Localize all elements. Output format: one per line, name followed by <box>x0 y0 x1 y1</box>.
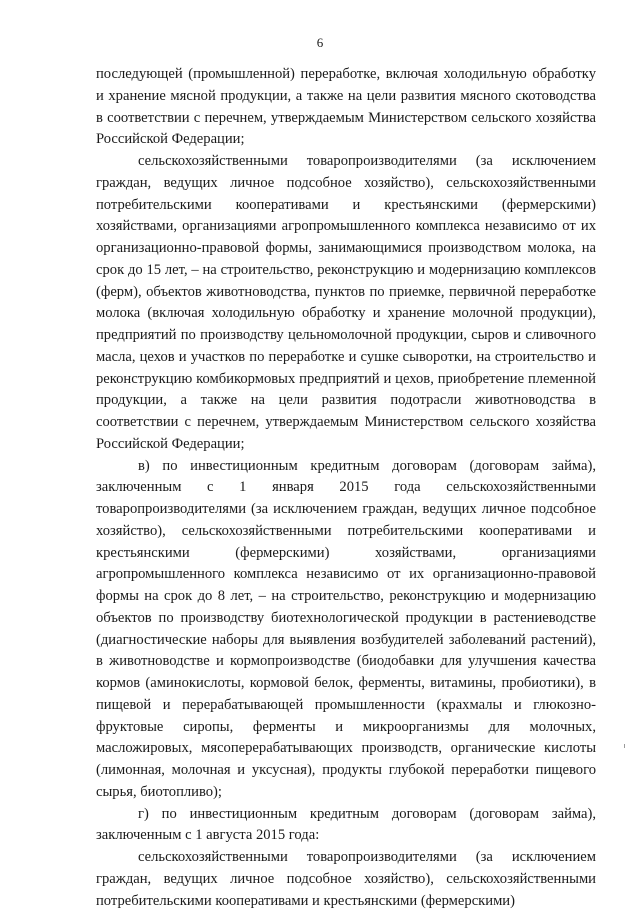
paragraph-agri-producers: сельскохозяйственными товаропроизводителями (за исключением граждан, ведущих личное подсобное хозяйство), сельскохозяйственными потребительскими кооперативами и крестьянскими (фермерскими) <box>96 849 596 909</box>
paragraph-item-g-heading: г) по инвестиционным кредитным договорам (договорам займа), заключенным с 1 августа 2015 года: <box>96 805 596 844</box>
page-number: 6 <box>316 35 324 50</box>
document-body <box>96 64 596 912</box>
paragraph-item-v-biotech: в) по инвестиционным кредитным договорам (договорам займа), заключенным с 1 января 2015 года сельскохозяйственными товаропроизводителями (за исключением граждан, ведущих личное подсобное хозяйство), сельскохозяйственными потребительскими кооперативами и крестьянскими (фермерскими) хозяйствами, организациями агропромышленного комплекса независимо от их организационно-правовой формы на срок до 8 лет, – на строительство, реконструкцию и модернизацию объектов по производству биотехнологической продукции в растениеводстве (диагностические наборы для выявления возбудителей заболеваний растений), в животноводстве и кормопроизводстве (биодобавки для улучшения качества кормов (аминокислоты, кормовой белок, ферменты, витамины, пробиотики), в пищевой и перерабатывающей промышленности (крахмалы и глюкозно-фруктовые сиропы, ферменты и микроорганизмы для молочных, масложировых, мясоперерабатывающих производств, органические кислоты (лимонная, молочная и уксусная), продукты глубокой переработки пищевого сырья, биотопливо); <box>96 457 596 800</box>
paragraph-dairy-producers: сельскохозяйственными товаропроизводителями (за исключением граждан, ведущих личное подсобное хозяйство), сельскохозяйственными потребительскими кооперативами и крестьянскими (фермерскими) хозяйствами, организациями агропромышленного комплекса независимо от их организационно-правовой формы, занимающимися производством молока, на срок до 15 лет, – на строительство, реконструкцию и модернизацию комплексов (ферм), объектов животноводства, пунктов по приемке, первичной переработке молока (включая холодильную обработку и хранение молочной продукции), предприятий по производству цельномолочной продукции, сыров и сливочного масла, цехов и участков по переработке и сушке сыворотки, на строительство и реконструкцию комбикормовых предприятий и цехов, приобретение племенной продукции, а также на цели развития подотрасли животноводства в соответствии с перечнем, утверждаемым Министерством сельского хозяйства Российской Федерации; <box>96 153 596 452</box>
scan-mark <box>624 744 625 748</box>
paragraph-meat-processing-continuation: последующей (промышленной) переработке, включая холодильную обработку и хранение мясной продукции, а также на цели развития мясного скотоводства в соответствии с перечнем, утверждаемым Министерством сельского хозяйства Российской Федерации; <box>96 66 596 148</box>
